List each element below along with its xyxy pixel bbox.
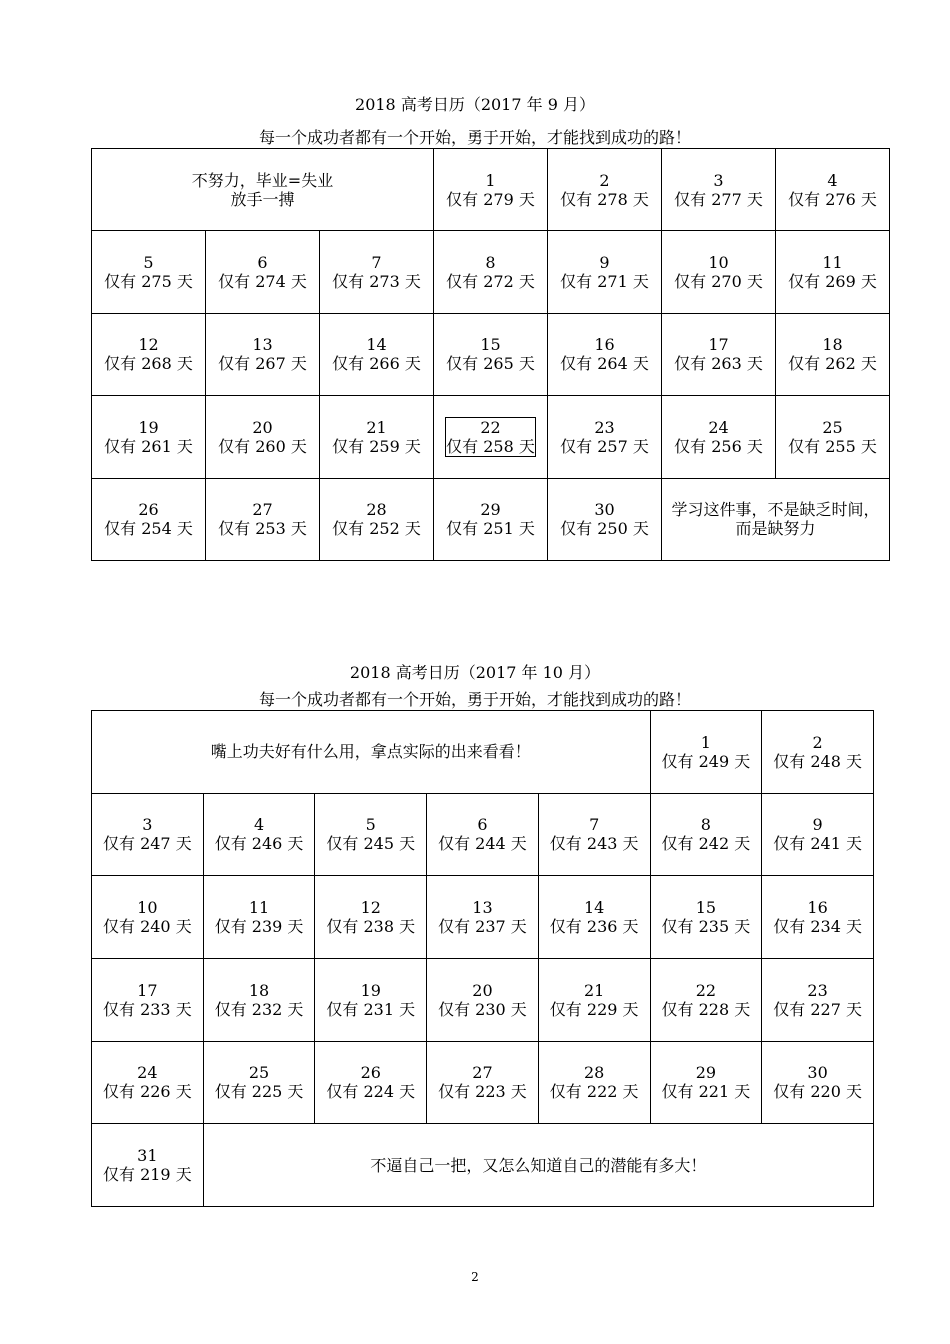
days-remaining: 仅有 277 天 [674,189,763,209]
days-remaining: 仅有 273 天 [332,272,421,292]
day-cell [662,231,776,313]
day-number: 11 [248,898,270,918]
day-number: 9 [599,253,610,273]
day-number: 13 [252,335,273,355]
day-cell [538,793,650,876]
day-number: 16 [594,335,615,355]
day-cell [548,313,662,395]
days-remaining: 仅有 233 天 [102,999,192,1019]
day-number: 20 [472,980,493,1000]
day-cell [315,876,427,959]
days-remaining: 仅有 272 天 [446,272,535,292]
day-cell [662,313,776,395]
day-cell [776,231,890,313]
day-cell [320,396,434,478]
day-cell [92,231,206,313]
day-number: 5 [365,815,376,835]
days-remaining: 仅有 219 天 [102,1165,192,1185]
day-number: 26 [360,1063,381,1083]
day-cell [650,1041,762,1124]
day-number: 21 [583,980,605,1000]
day-number: 4 [827,170,838,190]
day-number: 7 [589,815,600,835]
oct-calendar [91,710,874,1207]
day-cell [548,149,662,231]
day-cell [538,876,650,959]
days-remaining: 仅有 264 天 [560,354,649,374]
days-remaining: 仅有 239 天 [214,917,304,937]
sep-motto: 每一个成功者都有一个开始，勇于开始，才能找到成功的路！ [258,128,691,147]
day-number: 1 [700,732,711,752]
day-number: 17 [708,335,729,355]
day-cell [92,876,204,959]
day-number: 4 [253,815,265,835]
oct-header-note [92,711,651,794]
page-number: 2 [471,1270,479,1284]
days-remaining: 仅有 237 天 [438,917,527,937]
sep-footer-note-text: 学习这件事，不是缺乏时间，而是缺努力 [671,500,880,539]
days-remaining: 仅有 255 天 [788,436,877,456]
day-cell [427,876,539,959]
days-remaining: 仅有 230 天 [438,999,527,1019]
sep-header-note [92,149,434,231]
days-remaining: 仅有 229 天 [549,999,639,1019]
day-cell [206,231,320,313]
day-cell [762,711,874,794]
days-remaining: 仅有 243 天 [549,834,639,854]
day-number: 12 [138,335,159,355]
day-cell [320,478,434,560]
day-number: 31 [137,1146,158,1166]
day-number: 6 [477,815,488,835]
day-number: 3 [142,815,153,835]
oct-header-note-text: 嘴上功夫好有什么用，拿点实际的出来看看！ [210,742,531,762]
day-number: 17 [137,980,158,1000]
day-number: 23 [594,417,615,437]
days-remaining: 仅有 234 天 [773,917,862,937]
day-cell [206,396,320,478]
day-cell [427,958,539,1041]
day-number: 2 [812,732,823,752]
days-remaining: 仅有 260 天 [218,436,307,456]
day-cell [315,793,427,876]
day-number: 24 [708,417,729,437]
day-cell [434,478,548,560]
day-cell [427,793,539,876]
day-cell [650,958,762,1041]
day-cell [320,231,434,313]
day-cell [203,1041,315,1124]
days-remaining: 仅有 242 天 [661,834,751,854]
days-remaining: 仅有 241 天 [773,834,862,854]
days-remaining: 仅有 268 天 [104,354,193,374]
day-cell [206,478,320,560]
days-remaining: 仅有 259 天 [332,436,421,456]
day-number: 9 [812,815,823,835]
day-cell [203,793,315,876]
days-remaining: 仅有 275 天 [104,272,193,292]
day-number: 2 [599,170,610,190]
day-cell [315,958,427,1041]
day-number: 6 [257,253,268,273]
days-remaining: 仅有 252 天 [332,519,421,539]
day-number: 30 [594,500,615,520]
day-cell [92,1041,204,1124]
day-cell [762,958,874,1041]
day-number: 28 [583,1063,605,1083]
day-number: 19 [138,417,159,437]
day-number: 18 [822,335,843,355]
days-remaining: 仅有 221 天 [661,1082,751,1102]
days-remaining: 仅有 236 天 [549,917,639,937]
oct-title: 2018 高考日历（2017 年 10 月） [349,663,601,682]
day-number: 22 [695,980,717,1000]
day-cell [434,231,548,313]
day-cell [650,876,762,959]
days-remaining: 仅有 238 天 [326,917,416,937]
days-remaining: 仅有 240 天 [102,917,192,937]
day-number: 8 [700,815,711,835]
day-number: 25 [822,417,843,437]
days-remaining: 仅有 271 天 [560,272,649,292]
days-remaining: 仅有 245 天 [326,834,416,854]
days-remaining: 仅有 276 天 [788,189,877,209]
day-cell [662,149,776,231]
day-number: 27 [252,500,273,520]
day-number: 21 [366,417,387,437]
days-remaining: 仅有 274 天 [218,272,307,292]
day-cell [762,793,874,876]
day-cell [650,711,762,794]
days-remaining: 仅有 226 天 [102,1082,192,1102]
day-cell [650,793,762,876]
days-remaining: 仅有 223 天 [438,1082,527,1102]
days-remaining: 仅有 262 天 [788,354,877,374]
day-cell [776,396,890,478]
days-remaining: 仅有 249 天 [661,751,751,771]
day-number: 1 [485,170,496,190]
days-remaining: 仅有 227 天 [773,999,862,1019]
day-number: 5 [143,253,154,273]
days-remaining: 仅有 224 天 [326,1082,416,1102]
days-remaining: 仅有 244 天 [438,834,527,854]
days-remaining: 仅有 220 天 [773,1082,862,1102]
sep-title: 2018 高考日历（2017 年 9 月） [355,95,595,114]
day-cell [662,396,776,478]
days-remaining: 仅有 270 天 [674,272,763,292]
day-number: 13 [472,898,493,918]
day-number: 14 [583,898,605,918]
sep-header-note-text: 不努力，毕业=失业 放手一搏 [191,170,334,209]
day-cell [92,958,204,1041]
days-remaining: 仅有 278 天 [560,189,649,209]
days-remaining: 仅有 265 天 [446,354,535,374]
days-remaining: 仅有 228 天 [661,999,751,1019]
day-cell [776,313,890,395]
day-cell [203,958,315,1041]
days-remaining: 仅有 269 天 [788,272,877,292]
day-cell [538,1041,650,1124]
day-number: 10 [137,898,158,918]
day-number: 20 [252,417,273,437]
day-number: 29 [480,500,501,520]
days-remaining: 仅有 263 天 [674,354,763,374]
days-remaining: 仅有 225 天 [214,1082,304,1102]
day-cell [762,1041,874,1124]
day-cell [92,478,206,560]
days-remaining: 仅有 232 天 [214,999,304,1019]
sep-footer-note [662,478,890,560]
days-remaining: 仅有 266 天 [332,354,421,374]
days-remaining: 仅有 251 天 [446,519,535,539]
day-cell [434,396,548,478]
days-remaining: 仅有 261 天 [104,436,193,456]
days-remaining: 仅有 246 天 [214,834,304,854]
day-number: 28 [366,500,387,520]
days-remaining: 仅有 231 天 [326,999,416,1019]
days-remaining: 仅有 257 天 [560,436,649,456]
day-cell [548,231,662,313]
day-number: 7 [371,253,382,273]
day-cell [92,396,206,478]
day-number: 14 [366,335,387,355]
oct-motto: 每一个成功者都有一个开始，勇于开始，才能找到成功的路！ [258,690,691,709]
days-remaining: 仅有 254 天 [104,519,193,539]
day-cell [434,149,548,231]
day-cell [92,1124,204,1207]
day-cell [434,313,548,395]
day-number: 16 [807,898,828,918]
day-number: 11 [822,253,843,273]
day-number: 22 [480,417,501,437]
day-cell [320,313,434,395]
day-number: 25 [248,1063,270,1083]
day-number: 19 [360,980,381,1000]
day-cell [92,793,204,876]
days-remaining: 仅有 250 天 [560,519,649,539]
day-number: 26 [138,500,159,520]
days-remaining: 仅有 235 天 [661,917,751,937]
day-cell [776,149,890,231]
days-remaining: 仅有 247 天 [102,834,192,854]
days-remaining: 仅有 258 天 [446,436,535,456]
day-cell [762,876,874,959]
oct-footer-note [203,1124,873,1207]
day-number: 10 [708,253,729,273]
day-cell [315,1041,427,1124]
day-cell [427,1041,539,1124]
day-number: 18 [248,980,270,1000]
day-number: 15 [480,335,501,355]
days-remaining: 仅有 279 天 [446,189,535,209]
sep-calendar [91,148,890,561]
day-cell [206,313,320,395]
day-number: 30 [807,1063,828,1083]
day-cell [548,396,662,478]
days-remaining: 仅有 267 天 [218,354,307,374]
day-cell [548,478,662,560]
day-number: 15 [695,898,717,918]
days-remaining: 仅有 248 天 [773,751,862,771]
days-remaining: 仅有 253 天 [218,519,307,539]
day-number: 8 [485,253,496,273]
day-number: 12 [360,898,381,918]
oct-footer-note-text: 不逼自己一把，又怎么知道自己的潜能有多大！ [370,1155,707,1175]
day-number: 24 [137,1063,158,1083]
day-cell [92,313,206,395]
day-cell [538,958,650,1041]
day-number: 27 [472,1063,493,1083]
day-number: 3 [713,170,724,190]
day-cell [203,876,315,959]
day-number: 29 [695,1063,717,1083]
days-remaining: 仅有 256 天 [674,436,763,456]
days-remaining: 仅有 222 天 [549,1082,639,1102]
day-number: 23 [807,980,828,1000]
